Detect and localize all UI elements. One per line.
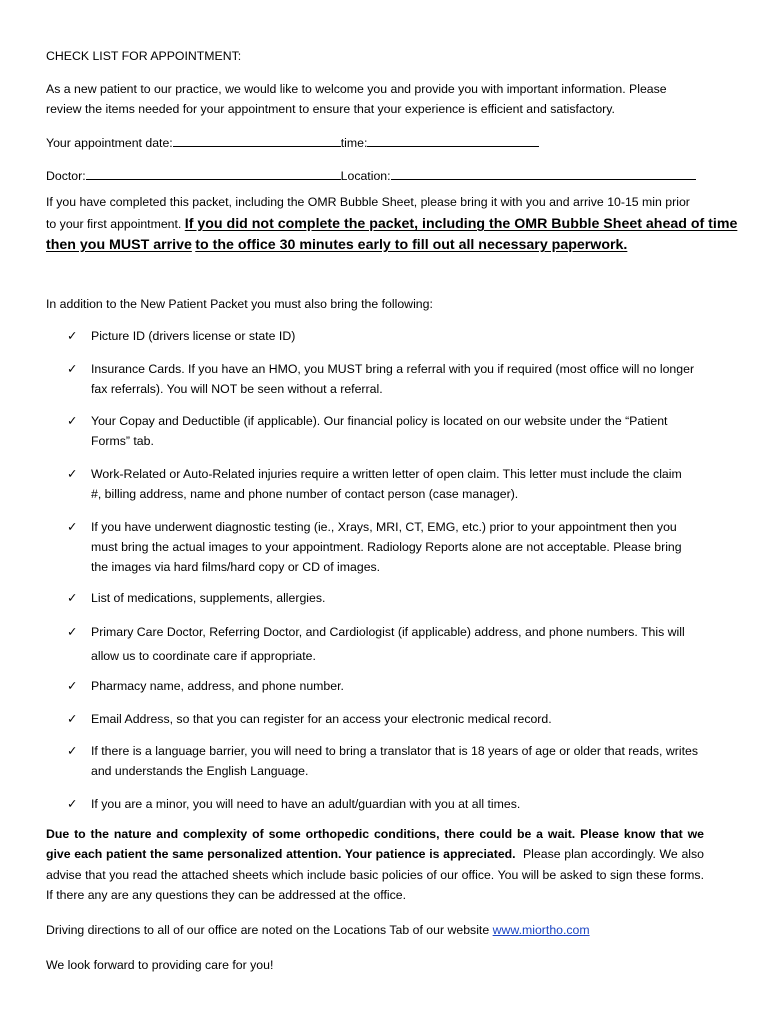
checkmark-icon: ✓ (67, 467, 78, 481)
packet-line-1: If you have completed this packet, including the OMR Bubble Sheet, please bring it with you and arrive 10-15 min prior (46, 195, 690, 209)
checklist-item-line: Primary Care Doctor, Referring Doctor, and Cardiologist (if applicable) address, and phone numbers. This will (91, 625, 685, 639)
checklist-item-line: Insurance Cards. If you have an HMO, you MUST bring a referral with you if required (most office will no longer (91, 362, 695, 376)
time-field[interactable] (367, 133, 539, 147)
wait-notice-text: Please plan accordingly. We also advise that you read the attached sheets which include basic policies of our office. You will be asked to sign these forms. If there any are any questions they can be addressed at the office. (46, 847, 704, 902)
location-field[interactable] (391, 166, 696, 180)
checkmark-icon: ✓ (67, 329, 78, 343)
checklist-item-line: Pharmacy name, address, and phone number. (91, 679, 344, 693)
packet-warning: If you did not complete the packet, including the OMR Bubble Sheet ahead of time (184, 216, 738, 232)
doctor-label: Doctor: (46, 169, 86, 183)
checklist-item-line: Work-Related or Auto-Related injuries require a written letter of open claim. This letter must include the claim (91, 467, 682, 481)
checkmark-icon: ✓ (67, 679, 78, 693)
checkmark-icon: ✓ (67, 362, 78, 376)
checklist-item-line: If you have underwent diagnostic testing (ie., Xrays, MRI, CT, EMG, etc.) prior to your appointment then you (91, 520, 677, 534)
directions-text: Driving directions to all of our office are noted on the Locations Tab of our website (46, 923, 490, 937)
packet-line-2 (46, 213, 737, 235)
appointment-row (46, 133, 539, 153)
checkmark-icon: ✓ (67, 712, 78, 726)
checklist-item-line: Email Address, so that you can register for an access your electronic medical record. (91, 712, 552, 726)
checkmark-icon: ✓ (67, 625, 78, 639)
checklist-item-line: Forms” tab. (91, 434, 154, 448)
location-label: Location: (340, 169, 391, 183)
checklist-item-line: Your Copay and Deductible (if applicable). Our financial policy is located on our website under the “Patient (91, 414, 668, 428)
checkmark-icon: ✓ (67, 591, 78, 605)
wait-notice (46, 824, 704, 905)
packet-warning-early: to the office 30 minutes early to fill out all necessary paperwork. (195, 237, 628, 253)
checkmark-icon: ✓ (67, 797, 78, 811)
checklist-item-line: allow us to coordinate care if appropriate. (91, 649, 316, 663)
checkmark-icon: ✓ (67, 414, 78, 428)
directions (46, 920, 590, 940)
checklist-item-line: fax referrals). You will NOT be seen without a referral. (91, 382, 383, 396)
closing-line: We look forward to providing care for you! (46, 958, 274, 972)
doctor-row (46, 166, 696, 186)
checkmark-icon: ✓ (67, 520, 78, 534)
date-label: Your appointment date: (46, 136, 173, 150)
website-link[interactable]: www.miortho.com (492, 923, 590, 937)
checklist-item-line: #, billing address, name and phone number of contact person (case manager). (91, 487, 519, 501)
checkmark-icon: ✓ (67, 744, 78, 758)
packet-line-3 (46, 234, 627, 256)
intro-line-2: review the items needed for your appointment to ensure that your experience is efficient and satisfactory. (46, 102, 615, 116)
checklist-item-line: Picture ID (drivers license or state ID) (91, 329, 296, 343)
wait-notice-bold: Due to the nature and complexity of some orthopedic conditions, there could be a wait. Please know that we give each patient the same personalized attention. Your patience is appreciated. (46, 827, 704, 862)
checklist-item-line: the images via hard films/hard copy or CD of images. (91, 560, 381, 574)
page-title: CHECK LIST FOR APPOINTMENT: (46, 49, 242, 63)
date-field[interactable] (173, 133, 341, 147)
packet-line-2-start: to your first appointment. (46, 217, 182, 231)
checklist-item-line: If you are a minor, you will need to have an adult/guardian with you at all times. (91, 797, 521, 811)
bring-intro: In addition to the New Patient Packet you must also bring the following: (46, 297, 433, 311)
packet-warning-must: then you MUST arrive (46, 237, 192, 253)
intro-line-1: As a new patient to our practice, we would like to welcome you and provide you with important information. Please (46, 82, 667, 96)
checklist-item-line: and understands the English Language. (91, 764, 309, 778)
checklist-item-line: List of medications, supplements, allergies. (91, 591, 326, 605)
checklist-item-line: must bring the actual images to your appointment. Radiology Reports alone are not acceptable. Please bring (91, 540, 682, 554)
doctor-field[interactable] (86, 166, 341, 180)
time-label: time: (340, 136, 368, 150)
checklist-item-line: If there is a language barrier, you will need to bring a translator that is 18 years of age or older that reads, writes (91, 744, 698, 758)
